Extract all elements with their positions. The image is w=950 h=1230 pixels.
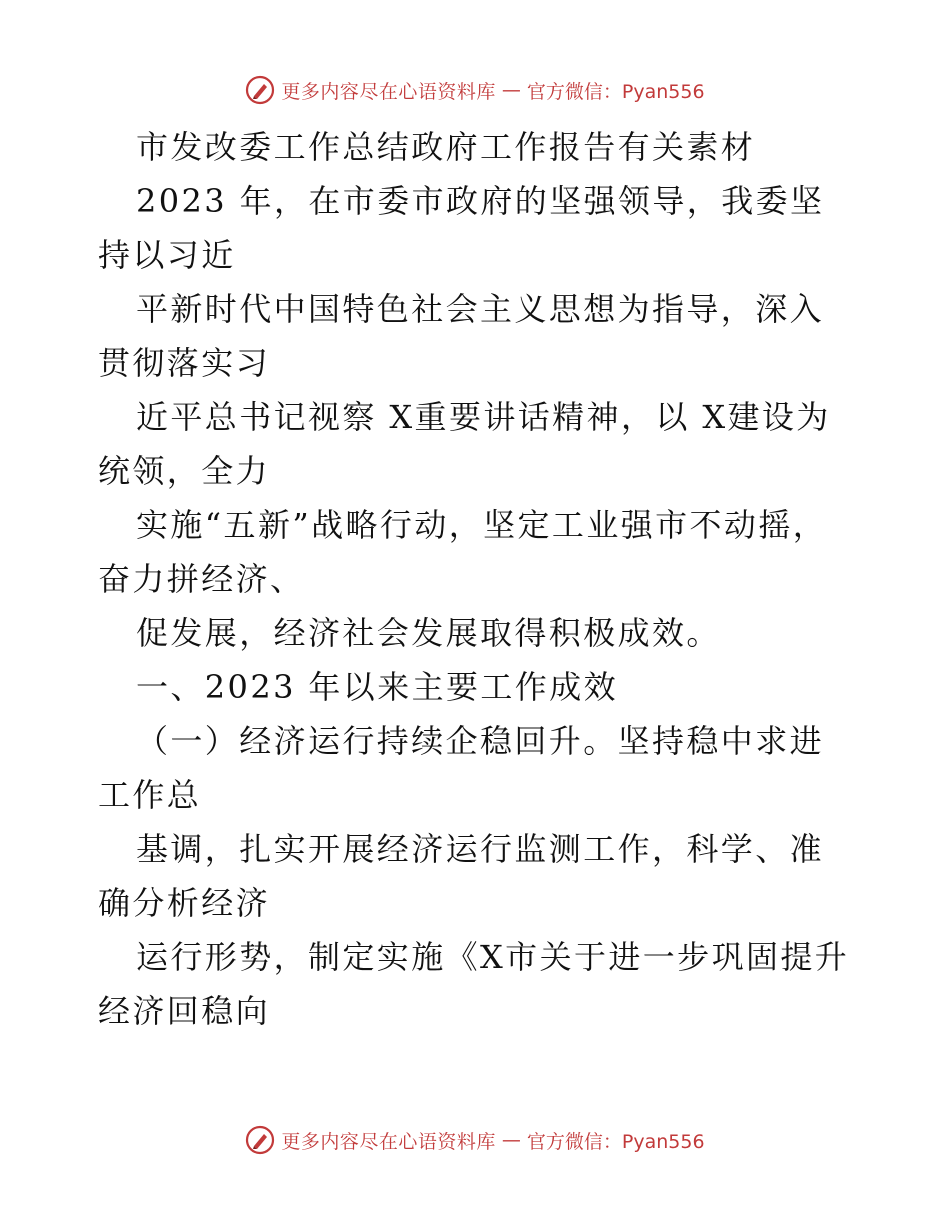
- watermark-contact: 官方微信：Pyan556: [526, 1130, 705, 1153]
- paragraph-line: 2023 年，在市委市政府的坚强领导，我委坚持以习近: [98, 182, 825, 274]
- paragraph-line: 基调，扎实开展经济运行监测工作，科学、准确分析经济: [98, 830, 825, 922]
- paragraph-line: 平新时代中国特色社会主义思想为指导，深入贯彻落实习: [98, 290, 825, 382]
- watermark-contact: 官方微信：Pyan556: [526, 80, 705, 103]
- watermark-separator: —: [501, 1129, 521, 1151]
- paragraph-line: 实施“五新”战略行动，坚定工业强市不动摇，奋力拼经济、: [98, 506, 828, 598]
- watermark-text: 更多内容尽在心语资料库: [281, 80, 496, 103]
- paragraph-line: 促发展，经济社会发展取得积极成效。: [136, 614, 721, 652]
- watermark-header: [0, 70, 950, 110]
- pen-logo-icon: [245, 75, 275, 105]
- watermark-text: 更多内容尽在心语资料库: [281, 1130, 496, 1153]
- paragraph-line: （一）经济运行持续企稳回升。坚持稳中求进工作总: [98, 722, 825, 814]
- watermark-footer: [0, 1120, 950, 1160]
- paragraph-line: 运行形势，制定实施《X市关于进一步巩固提升经济回稳向: [98, 938, 850, 1030]
- section-heading: 一、2023 年以来主要工作成效: [136, 668, 619, 706]
- document-body: [98, 120, 858, 1038]
- paragraph-line: 近平总书记视察 X重要讲话精神，以 X建设为统领，全力: [98, 398, 831, 490]
- watermark-separator: —: [501, 79, 521, 101]
- pen-logo-icon: [245, 1125, 275, 1155]
- document-title: 市发改委工作总结政府工作报告有关素材: [136, 128, 756, 166]
